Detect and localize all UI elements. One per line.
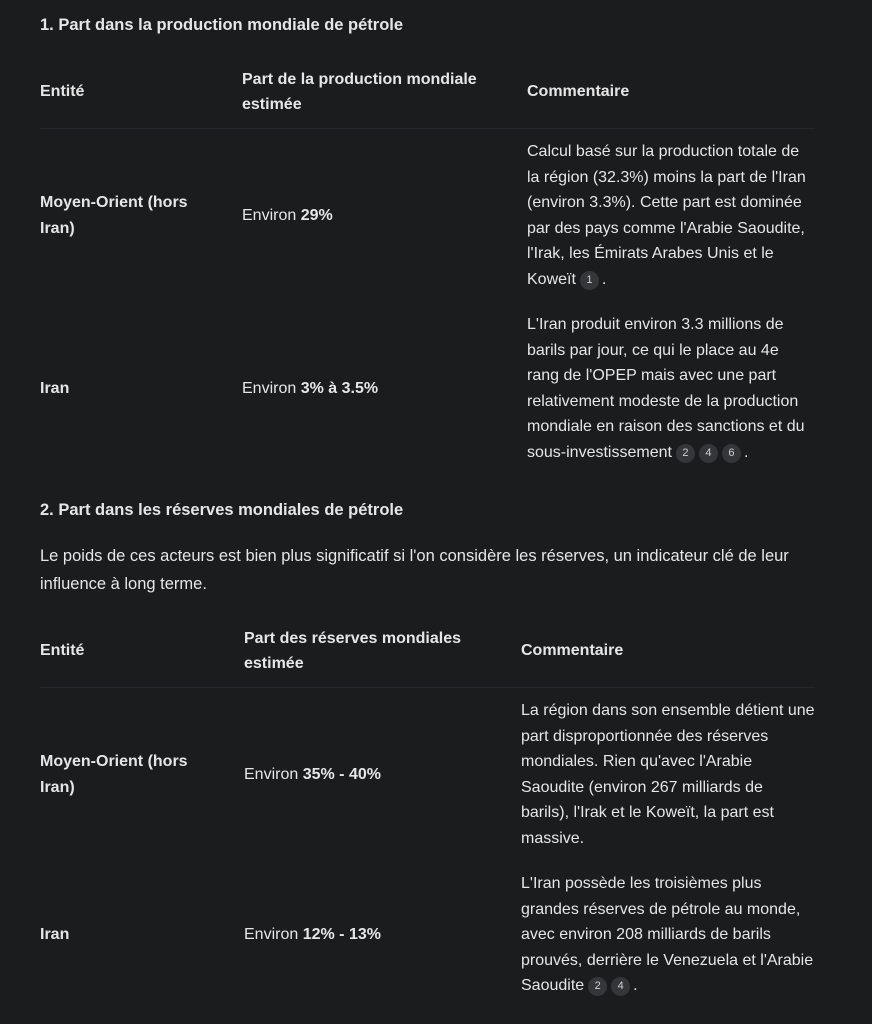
header-comment: Commentaire	[527, 83, 630, 101]
comment-cell	[527, 129, 815, 303]
production-table	[40, 56, 815, 475]
comment-text: La région dans son ensemble détient une part disproportionnée des réserves mondiales. Rien qu'avec l'Arabie Saoudite (environ 267 milliards de barils), l'Irak et le Koweït, la part est massive.	[521, 702, 815, 847]
share-cell	[244, 861, 521, 1009]
section-2-title: 2. Part dans les réserves mondiales de pétrole	[40, 501, 404, 519]
entity-cell: Iran	[40, 926, 70, 943]
header-share: Part des réserves mondiales estimée	[244, 629, 462, 672]
share-prefix: Environ	[244, 765, 303, 783]
table-row	[40, 302, 815, 475]
reserves-table	[40, 615, 815, 1009]
header-entity: Entité	[40, 83, 85, 101]
share-value: 35% - 40%	[302, 765, 381, 783]
section-1-title: 1. Part dans la production mondiale de pétrole	[40, 16, 404, 34]
table-header-row	[40, 615, 815, 688]
comment-text: L'Iran possède les troisièmes plus grandes réserves de pétrole au monde, avec environ 208 milliards de barils prouvés, derrière le Venezuela et l'Arabie Saoudite	[521, 875, 814, 994]
share-prefix: Environ	[242, 206, 301, 224]
comment-cell	[527, 302, 815, 475]
table-row	[40, 688, 815, 862]
citation-badge[interactable]: 2	[588, 977, 607, 996]
header-entity: Entité	[40, 642, 85, 660]
comment-cell	[521, 688, 815, 862]
share-prefix: Environ	[244, 926, 303, 943]
citation-badge[interactable]: 1	[580, 271, 599, 290]
section-2-intro: Le poids de ces acteurs est bien plus significatif si l'on considère les réserves, un indicateur clé de leur influence à long terme.	[40, 547, 789, 593]
period: .	[633, 977, 638, 994]
period: .	[601, 270, 607, 288]
share-cell	[242, 129, 527, 303]
table-header-row	[40, 56, 815, 129]
citation-badge[interactable]: 6	[722, 444, 741, 463]
header-share: Part de la production mondiale estimée	[242, 70, 477, 113]
share-value: 3% à 3.5%	[300, 379, 379, 397]
entity-cell: Iran	[40, 379, 70, 397]
citation-badge[interactable]: 4	[699, 444, 718, 463]
share-value: 29%	[300, 206, 333, 224]
share-value: 12% - 13%	[302, 926, 381, 943]
share-cell	[244, 688, 521, 862]
share-cell	[242, 302, 527, 475]
share-prefix: Environ	[242, 379, 301, 397]
comment-text: Calcul basé sur la production totale de la région (32.3%) moins la part de l'Iran (environ 3.3%). Cette part est dominée par des pays comme l'Arabie Saoudite, l'Irak, les Émirats Arabes Unis et le Koweït	[527, 143, 806, 288]
table-row	[40, 861, 815, 1009]
entity-cell: Moyen-Orient (hors Iran)	[40, 194, 188, 237]
header-comment: Commentaire	[521, 642, 624, 660]
period: .	[743, 443, 749, 461]
citation-badge[interactable]: 2	[676, 444, 695, 463]
table-row	[40, 129, 815, 303]
comment-cell	[521, 861, 815, 1009]
entity-cell: Moyen-Orient (hors Iran)	[40, 753, 188, 796]
citation-badge[interactable]: 4	[611, 977, 630, 996]
comment-text: L'Iran produit environ 3.3 millions de barils par jour, ce qui le place au 4e rang de l'OPEP mais avec une part relativement modeste de la production mondiale en raison des sanctions et du sous-investissement	[527, 316, 805, 461]
